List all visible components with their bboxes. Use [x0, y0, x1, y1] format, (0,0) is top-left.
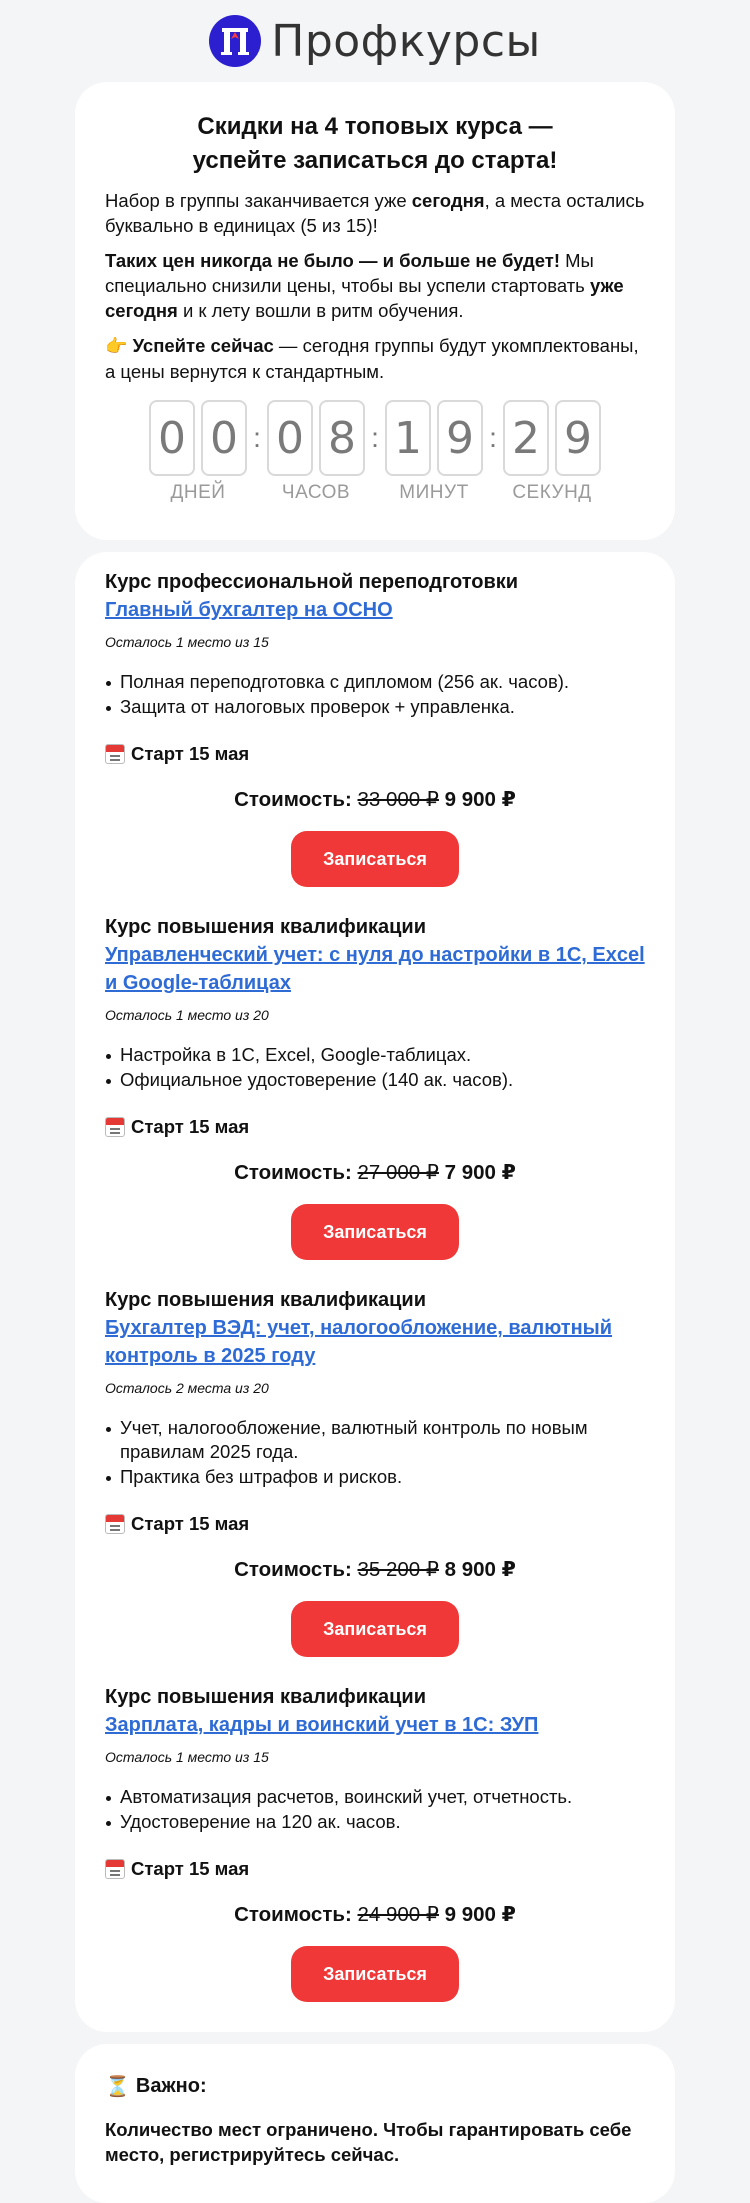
- price: [105, 785, 645, 815]
- timer-separator: :: [253, 422, 261, 453]
- timer-label-minutes: МИНУТ: [399, 482, 469, 503]
- course-type: Курс повышения квалификации: [105, 1686, 427, 1708]
- courses-card: [75, 552, 675, 2032]
- price: [105, 1900, 645, 1930]
- start-date: [105, 1511, 645, 1537]
- seats-left: Осталось 1 место из 15: [105, 634, 269, 650]
- enroll-button[interactable]: Записаться: [291, 1204, 459, 1260]
- course-link[interactable]: Главный бухгалтер на ОСНО: [105, 599, 393, 621]
- list-item: Защита от налоговых проверок + управленка.: [105, 695, 645, 719]
- text-bold: уже сегодня: [105, 275, 624, 321]
- start-date-text: Старт 15 мая: [131, 1513, 250, 1534]
- hero-paragraph-3: [105, 333, 645, 384]
- old-price: 35 200 ₽: [357, 1558, 439, 1581]
- text: — сегодня группы будут укомплектованы, а цены вернутся к стандартным.: [105, 335, 639, 382]
- timer-days: [149, 400, 247, 504]
- timer-digit: 8: [319, 400, 365, 476]
- new-price: 7 900 ₽: [438, 1161, 516, 1184]
- enroll-button[interactable]: Записаться: [291, 831, 459, 887]
- start-date: [105, 1856, 645, 1882]
- course-item: [105, 1286, 645, 1657]
- calendar-icon: [105, 1859, 125, 1879]
- enroll-button[interactable]: Записаться: [291, 1601, 459, 1657]
- course-features: [105, 1416, 645, 1489]
- text: , а места остались буквально в единицах (5 из 15)!: [105, 190, 645, 236]
- calendar-icon: [105, 1117, 125, 1137]
- brand-header: [0, 0, 750, 82]
- timer-seconds: [503, 400, 601, 504]
- timer-minutes: [385, 400, 483, 504]
- price-label: Стоимость:: [234, 1161, 358, 1184]
- important-text: Количество мест ограничено. Чтобы гарантировать себе место, регистрируйтесь сейчас.: [105, 2119, 632, 2165]
- new-price: 9 900 ₽: [438, 788, 516, 811]
- new-price: 8 900 ₽: [438, 1558, 516, 1581]
- profkursy-logo-icon: [209, 15, 261, 67]
- timer-digit: 9: [437, 400, 483, 476]
- calendar-icon: [105, 744, 125, 764]
- list-item: Учет, налогообложение, валютный контроль по новым правилам 2025 года.: [105, 1416, 645, 1464]
- start-date-text: Старт 15 мая: [131, 1858, 250, 1879]
- list-item: Полная переподготовка с дипломом (256 ак. часов).: [105, 670, 645, 694]
- hourglass-icon: ⏳: [105, 2076, 130, 2098]
- course-link[interactable]: Зарплата, кадры и воинский учет в 1С: ЗУП: [105, 1714, 539, 1736]
- important-title-text: Важно:: [135, 2075, 207, 2097]
- text-bold: Таких цен никогда не было — и больше не будет!: [105, 250, 560, 271]
- hero-title: [105, 110, 645, 178]
- old-price: 33 000 ₽: [357, 788, 439, 811]
- timer-digit: 2: [503, 400, 549, 476]
- pointing-hand-icon: 👉: [105, 336, 128, 356]
- course-type: Курс профессиональной переподготовки: [105, 571, 519, 593]
- list-item: Практика без штрафов и рисков.: [105, 1465, 645, 1489]
- course-type: Курс повышения квалификации: [105, 1289, 427, 1311]
- timer-separator: :: [371, 422, 379, 453]
- hero-paragraph-2: [105, 248, 645, 323]
- timer-label-hours: ЧАСОВ: [281, 482, 351, 503]
- timer-digit: 0: [149, 400, 195, 476]
- hero-card: [75, 82, 675, 540]
- text: и к лету вошли в ритм обучения.: [177, 300, 464, 321]
- start-date: [105, 741, 645, 767]
- course-type: Курс повышения квалификации: [105, 916, 427, 938]
- course-item: [105, 1683, 645, 2002]
- timer-digit: 0: [201, 400, 247, 476]
- list-item: Удостоверение на 120 ак. часов.: [105, 1810, 645, 1834]
- start-date-text: Старт 15 мая: [131, 1116, 250, 1137]
- course-link[interactable]: Управленческий учет: с нуля до настройки в 1С, Excel и Google-таблицах: [105, 944, 645, 994]
- old-price: 24 900 ₽: [357, 1903, 439, 1926]
- course-link[interactable]: Бухгалтер ВЭД: учет, налогообложение, валютный контроль в 2025 году: [105, 1317, 613, 1367]
- price: [105, 1555, 645, 1585]
- timer-digit: 0: [267, 400, 313, 476]
- seats-left: Осталось 1 место из 20: [105, 1007, 269, 1023]
- start-date-text: Старт 15 мая: [131, 743, 250, 764]
- timer-hours: [267, 400, 365, 504]
- list-item: Автоматизация расчетов, воинский учет, отчетность.: [105, 1785, 645, 1809]
- text-bold: Успейте сейчас: [132, 335, 274, 356]
- start-date: [105, 1114, 645, 1140]
- timer-label-seconds: СЕКУНД: [512, 482, 592, 503]
- price-label: Стоимость:: [234, 1903, 358, 1926]
- course-features: [105, 1785, 645, 1834]
- seats-left: Осталось 1 место из 15: [105, 1749, 269, 1765]
- timer-label-days: ДНЕЙ: [170, 482, 226, 503]
- important-title: [105, 2074, 645, 2099]
- old-price: 27 000 ₽: [357, 1161, 439, 1184]
- list-item: Официальное удостоверение (140 ак. часов).: [105, 1068, 645, 1092]
- course-item: [105, 913, 645, 1260]
- price-label: Стоимость:: [234, 788, 358, 811]
- hero-title-line2: успейте записаться до старта!: [192, 147, 558, 174]
- course-features: [105, 1043, 645, 1092]
- price-label: Стоимость:: [234, 1558, 358, 1581]
- important-card: [75, 2044, 675, 2203]
- seats-left: Осталось 2 места из 20: [105, 1380, 269, 1396]
- list-item: Настройка в 1С, Excel, Google-таблицах.: [105, 1043, 645, 1067]
- timer-digit: 9: [555, 400, 601, 476]
- text: Мы специально снизили цены, чтобы вы успели стартовать: [105, 250, 594, 296]
- course-item: [105, 568, 645, 887]
- new-price: 9 900 ₽: [438, 1903, 516, 1926]
- price: [105, 1158, 645, 1188]
- timer-separator: :: [489, 422, 497, 453]
- brand-name: Профкурсы: [271, 15, 541, 67]
- countdown-timer: [105, 400, 645, 504]
- hero-paragraph-1: [105, 188, 645, 238]
- course-features: [105, 670, 645, 719]
- text-bold: сегодня: [411, 190, 485, 211]
- text: Набор в группы заканчивается уже: [105, 190, 412, 211]
- enroll-button[interactable]: Записаться: [291, 1946, 459, 2002]
- hero-title-line1: Скидки на 4 топовых курса —: [197, 113, 553, 140]
- timer-digit: 1: [385, 400, 431, 476]
- calendar-icon: [105, 1514, 125, 1534]
